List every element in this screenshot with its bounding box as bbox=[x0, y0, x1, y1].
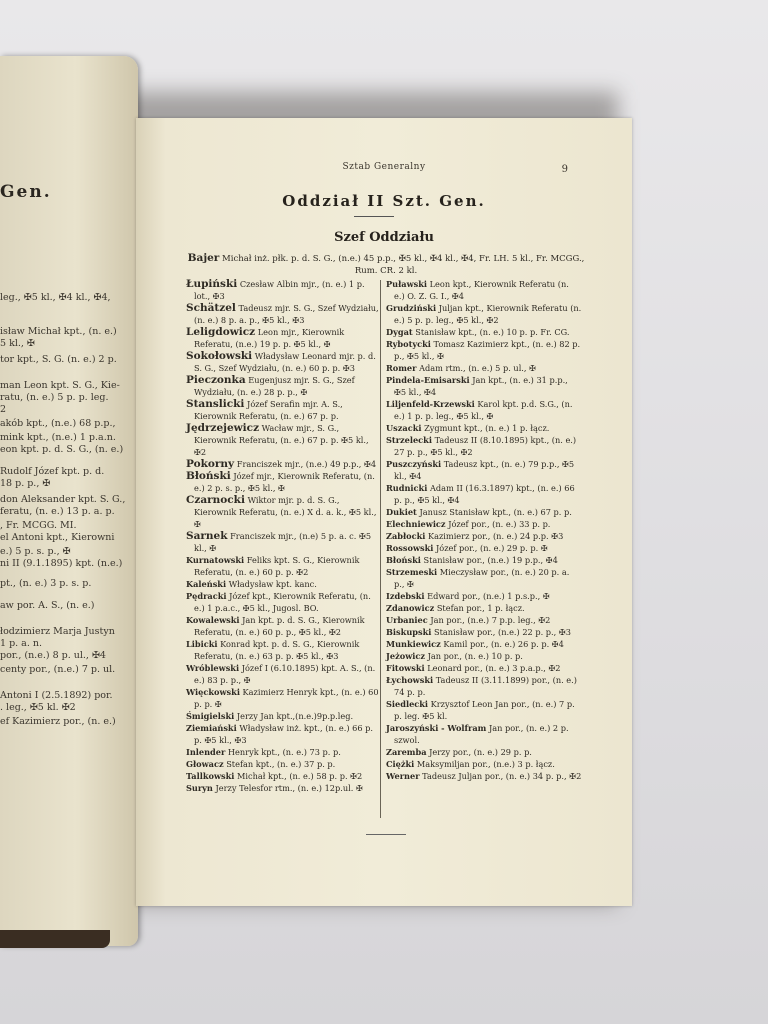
left-page-line: akób kpt., (n.e.) 68 p.p., bbox=[0, 418, 116, 429]
officer-name: Zdanowicz bbox=[386, 603, 435, 613]
officer-details: Józef Serafin mjr. A. S., Kierownik Referatu, (n. e.) 67 p. p. bbox=[194, 399, 343, 421]
roster-entry bbox=[386, 746, 582, 758]
officer-details: Józef mjr., Kierownik Referatu, (n. e.) 2 p. s. p., ✠5 kl., ✠ bbox=[194, 471, 375, 493]
officer-details: Józef por., (n. e.) 33 p. p. bbox=[448, 519, 551, 529]
roster-entry bbox=[186, 470, 382, 494]
officer-name: Kaleński bbox=[186, 579, 227, 589]
roster-entry bbox=[386, 542, 582, 554]
officer-name: Pokorny bbox=[186, 458, 235, 470]
roster-entry bbox=[186, 662, 382, 686]
officer-details: Zygmunt kpt., (n. e.) 1 p. łącz. bbox=[424, 423, 550, 433]
officer-details: Edward por., (n.e.) 1 p.s.p., ✠ bbox=[427, 591, 550, 601]
officer-details: Konrad kpt. p. d. S. G., Kierownik Referatu, (n. e.) 63 p. p. ✠5 kl., ✠3 bbox=[194, 639, 360, 661]
officer-name: Strzelecki bbox=[386, 435, 432, 445]
officer-name: Pindela-Emisarski bbox=[386, 375, 470, 385]
left-page-line: feratu, (n. e.) 13 p. a. p. bbox=[0, 506, 115, 517]
left-page-line: centy por., (n.e.) 7 p. ul. bbox=[0, 664, 116, 675]
bottom-rule bbox=[366, 834, 406, 835]
officer-details: Jerzy por., (n. e.) 29 p. p. bbox=[429, 747, 532, 757]
officer-name: Śmigielski bbox=[186, 711, 235, 721]
left-page-line: isław Michał kpt., (n. e.) bbox=[0, 326, 117, 337]
roster-entry bbox=[386, 566, 582, 590]
officer-name: Pędracki bbox=[186, 591, 227, 601]
officer-details: Stanisław por., (n.e.) 22 p. p., ✠3 bbox=[434, 627, 571, 637]
officer-details: Jerzy Jan kpt.,(n.e.)9p.p.leg. bbox=[236, 711, 354, 721]
roster-entry bbox=[386, 422, 582, 434]
roster-entry bbox=[386, 278, 582, 302]
roster-entry bbox=[186, 746, 382, 758]
officer-name: Strzemeski bbox=[386, 567, 438, 577]
column-divider bbox=[380, 280, 381, 818]
officer-name: Błoński bbox=[386, 555, 421, 565]
officer-name: Kurnatowski bbox=[186, 555, 245, 565]
officer-name: Uszacki bbox=[386, 423, 422, 433]
roster-entry bbox=[386, 662, 582, 674]
officer-name: Grudziński bbox=[386, 303, 437, 313]
officer-name: Rudnicki bbox=[386, 483, 428, 493]
officer-details: Kazimierz por., (n. e.) 24 p.p. ✠3 bbox=[428, 531, 564, 541]
officer-details: Franciszek mjr., (n.e) 5 p. a. c. ✠5 kl., ✠ bbox=[194, 531, 372, 553]
roster-entry bbox=[186, 422, 382, 458]
left-page-line: 1 p. a. n. bbox=[0, 638, 43, 649]
left-page-line: e.) 5 p. s. p., ✠ bbox=[0, 546, 71, 557]
left-page-line: por., (n.e.) 8 p. ul., ✠4 bbox=[0, 650, 106, 661]
officer-name: Zaremba bbox=[386, 747, 427, 757]
officer-name: Jeżowicz bbox=[386, 651, 425, 661]
left-column bbox=[186, 278, 382, 794]
officer-name: Puławski bbox=[386, 279, 428, 289]
officer-details: Kamil por., (n. e.) 26 p. p. ✠4 bbox=[443, 639, 564, 649]
page-title: Oddział II Szt. Gen. bbox=[282, 192, 486, 210]
officer-name: Łychowski bbox=[386, 675, 434, 685]
officer-details: Stanisław kpt., (n. e.) 10 p. p. Fr. CG. bbox=[415, 327, 570, 337]
left-page-line: mink kpt., (n.e.) 1 p.a.n. bbox=[0, 432, 116, 443]
book-cover-edge bbox=[0, 930, 110, 948]
officer-details: Henryk kpt., (n. e.) 73 p. p. bbox=[227, 747, 341, 757]
roster-entry bbox=[386, 602, 582, 614]
roster-entry bbox=[386, 674, 582, 698]
officer-name: Dukiet bbox=[386, 507, 417, 517]
roster-entry bbox=[186, 578, 382, 590]
left-page-line: . leg., ✠5 kl. ✠2 bbox=[0, 702, 76, 713]
officer-details: Janusz Stanisław kpt., (n. e.) 67 p. p. bbox=[419, 507, 572, 517]
roster-entry bbox=[386, 338, 582, 362]
left-page-line: eon kpt. p. d. S. G., (n. e.) bbox=[0, 444, 124, 455]
officer-details: Tadeusz kpt., (n. e.) 79 p.p., ✠5 kl., ✠4 bbox=[394, 459, 575, 481]
roster-entry bbox=[386, 614, 582, 626]
officer-name: Łupiński bbox=[186, 278, 238, 290]
officer-name: Więckowski bbox=[186, 687, 240, 697]
officer-details: Wiktor mjr. p. d. S. G., Kierownik Referatu, (n. e.) X d. a. k., ✠5 kl., ✠ bbox=[194, 495, 377, 529]
left-page-line: aw por. A. S., (n. e.) bbox=[0, 600, 95, 611]
officer-details: Władysław Leonard mjr. p. d. S. G., Szef Wydziału, (n. e.) 60 p. p. ✠3 bbox=[194, 351, 376, 373]
officer-name: Inlender bbox=[186, 747, 226, 757]
officer-details: Stefan por., 1 p. łącz. bbox=[436, 603, 525, 613]
officer-details: Maksymiljan por., (n.e.) 3 p. łącz. bbox=[416, 759, 555, 769]
officer-details: Tadeusz II (8.10.1895) kpt., (n. e.) 27 p. p., ✠5 kl., ✠2 bbox=[394, 435, 577, 457]
left-page-line: 2 bbox=[0, 404, 7, 415]
roster-entry bbox=[386, 758, 582, 770]
officer-name: Urbaniec bbox=[386, 615, 428, 625]
left-page-line: tor kpt., S. G. (n. e.) 2 p. bbox=[0, 354, 117, 365]
chief-text: Michał inż. płk. p. d. S. G., (n.e.) 45 p.p., ✠5 kl., ✠4 kl., ✠4, Fr. LH. 5 kl., Fr. MCGG., Rum. CR. 2 kl. bbox=[222, 254, 585, 276]
running-head: Sztab Generalny bbox=[342, 162, 426, 172]
officer-name: Elechniewicz bbox=[386, 519, 446, 529]
chief-entry bbox=[176, 252, 596, 277]
officer-name: Ciężki bbox=[386, 759, 415, 769]
officer-name: Rossowski bbox=[386, 543, 434, 553]
roster-entry bbox=[186, 458, 382, 470]
officer-details: Jan por., (n. e.) 2 p. szwol. bbox=[394, 723, 569, 745]
roster-entry bbox=[386, 770, 582, 782]
officer-details: Leon mjr., Kierownik Referatu, (n.e.) 19 p. p. ✠5 kl., ✠ bbox=[194, 327, 345, 349]
officer-name: Siedlecki bbox=[386, 699, 429, 709]
roster-entry bbox=[386, 434, 582, 458]
roster-entry bbox=[186, 722, 382, 746]
officer-details: Józef kpt., Kierownik Referatu, (n. e.) 1 p.a.c., ✠5 kl., Jugosl. BO. bbox=[194, 591, 371, 613]
roster-entry bbox=[386, 638, 582, 650]
officer-details: Jan por., (n.e.) 7 p.p. leg., ✠2 bbox=[430, 615, 551, 625]
roster-entry bbox=[386, 326, 582, 338]
roster-entry bbox=[186, 494, 382, 530]
officer-name: Kowalewski bbox=[186, 615, 240, 625]
roster-entry bbox=[386, 530, 582, 542]
officer-name: Pieczonka bbox=[186, 374, 246, 386]
left-page-line: ni II (9.1.1895) kpt. (n.e.) bbox=[0, 558, 123, 569]
roster-entry bbox=[386, 722, 582, 746]
officer-details: Tadeusz mjr. S. G., Szef Wydziału, (n. e.) 8 p. a. p., ✠5 kl., ✠3 bbox=[194, 303, 379, 325]
officer-details: Józef I (6.10.1895) kpt. A. S., (n. e.) 83 p. p., ✠ bbox=[194, 663, 376, 685]
left-page-line: 5 kl., ✠ bbox=[0, 338, 35, 349]
roster-entry bbox=[386, 398, 582, 422]
roster-entry bbox=[186, 302, 382, 326]
left-page-line: Rudolf Józef kpt. p. d. bbox=[0, 466, 105, 477]
roster-entry bbox=[186, 638, 382, 662]
officer-details: Krzysztof Leon Jan por., (n. e.) 7 p. p. leg. ✠5 kl. bbox=[394, 699, 575, 721]
officer-details: Tadeusz II (3.11.1899) por., (n. e.) 74 p. p. bbox=[394, 675, 577, 697]
left-page bbox=[0, 56, 138, 946]
officer-details: Tomasz Kazimierz kpt., (n. e.) 82 p. p., ✠5 kl., ✠ bbox=[394, 339, 581, 361]
roster-entry bbox=[386, 518, 582, 530]
officer-details: Juljan kpt., Kierownik Referatu (n. e.) 5 p. p. leg., ✠5 kl., ✠2 bbox=[394, 303, 582, 325]
officer-name: Czarnocki bbox=[186, 494, 245, 506]
roster-entry bbox=[186, 398, 382, 422]
roster-entry bbox=[386, 554, 582, 566]
roster-entry bbox=[386, 458, 582, 482]
left-page-line: leg., ✠5 kl., ✠4 kl., ✠4, bbox=[0, 292, 111, 303]
officer-name: Fitowski bbox=[386, 663, 425, 673]
officer-name: Stanslicki bbox=[186, 398, 245, 410]
roster-entry bbox=[186, 374, 382, 398]
roster-entry bbox=[186, 770, 382, 782]
officer-details: Leonard por., (n. e.) 3 p.a.p., ✠2 bbox=[427, 663, 561, 673]
officer-name: Wróblewski bbox=[186, 663, 240, 673]
officer-name: Ziemiański bbox=[186, 723, 237, 733]
officer-details: Eugenjusz mjr. S. G., Szef Wydziału, (n. e.) 28 p. p., ✠ bbox=[194, 375, 355, 397]
roster-entry bbox=[386, 506, 582, 518]
officer-name: Biskupski bbox=[386, 627, 432, 637]
left-page-heading: Gen. bbox=[0, 182, 52, 202]
left-page-line: ef Kazimierz por., (n. e.) bbox=[0, 716, 116, 727]
roster-entry bbox=[186, 590, 382, 614]
officer-name: Rybotycki bbox=[386, 339, 431, 349]
roster-entry bbox=[186, 530, 382, 554]
officer-details: Adam rtm., (n. e.) 5 p. ul., ✠ bbox=[419, 363, 536, 373]
left-page-line: łodzimierz Marja Justyn bbox=[0, 626, 115, 637]
officer-name: Leligdowicz bbox=[186, 326, 256, 338]
title-rule bbox=[354, 216, 394, 217]
left-page-line: don Aleksander kpt. S. G., bbox=[0, 494, 126, 505]
roster-entry bbox=[186, 710, 382, 722]
roster-entry bbox=[386, 374, 582, 398]
officer-name: Munkiewicz bbox=[386, 639, 441, 649]
officer-details: Adam II (16.3.1897) kpt., (n. e.) 66 p. p., ✠5 kl., ✠4 bbox=[394, 483, 575, 505]
officer-name: Sarnek bbox=[186, 530, 228, 542]
officer-name: Jaroszyński - Wolfram bbox=[386, 723, 487, 733]
officer-name: Izdebski bbox=[386, 591, 425, 601]
officer-name: Schätzel bbox=[186, 302, 236, 314]
officer-name: Zabłocki bbox=[386, 531, 426, 541]
officer-details: Jerzy Telesfor rtm., (n. e.) 12p.ul. ✠ bbox=[215, 783, 363, 793]
officer-name: Suryn bbox=[186, 783, 213, 793]
left-page-line: pt., (n. e.) 3 p. s. p. bbox=[0, 578, 92, 589]
roster-entry bbox=[386, 626, 582, 638]
officer-details: Wacław mjr., S. G., Kierownik Referatu, (n. e.) 67 p. p. ✠5 kl., ✠2 bbox=[194, 423, 369, 457]
roster-entry bbox=[186, 782, 382, 794]
officer-details: Stefan kpt., (n. e.) 37 p. p. bbox=[226, 759, 336, 769]
officer-details: Jan kpt. p. d. S. G., Kierownik Referatu, (n. e.) 60 p. p., ✠5 kl., ✠2 bbox=[194, 615, 365, 637]
roster-entry bbox=[386, 698, 582, 722]
officer-name: Jędrzejewicz bbox=[186, 422, 260, 434]
officer-details: Józef por., (n. e.) 29 p. p. ✠ bbox=[436, 543, 548, 553]
officer-details: Władysław kpt. kanc. bbox=[228, 579, 317, 589]
roster-entry bbox=[186, 278, 382, 302]
chief-name: Bajer bbox=[187, 252, 220, 264]
roster-entry bbox=[186, 758, 382, 770]
officer-details: Michał kpt., (n. e.) 58 p. p. ✠2 bbox=[237, 771, 363, 781]
officer-name: Puszczyński bbox=[386, 459, 442, 469]
right-page bbox=[136, 118, 632, 906]
officer-details: Jan por., (n. e.) 10 p. p. bbox=[427, 651, 523, 661]
officer-details: Mieczysław por., (n. e.) 20 p. a. p., ✠ bbox=[394, 567, 570, 589]
officer-name: Głowacz bbox=[186, 759, 224, 769]
officer-details: Tadeusz Juljan por., (n. e.) 34 p. p., ✠2 bbox=[422, 771, 582, 781]
officer-name: Błoński bbox=[186, 470, 231, 482]
officer-name: Romer bbox=[386, 363, 417, 373]
left-page-line: Antoni I (2.5.1892) por. bbox=[0, 690, 113, 701]
section-subtitle: Szef Oddziału bbox=[334, 230, 434, 245]
roster-entry bbox=[386, 590, 582, 602]
roster-entry bbox=[386, 362, 582, 374]
officer-details: Karol kpt. p.d. S.G., (n. e.) 1 p. p. leg., ✠5 kl., ✠ bbox=[394, 399, 573, 421]
officer-name: Libicki bbox=[186, 639, 218, 649]
officer-details: Kazimierz Henryk kpt., (n. e.) 60 p. p. ✠ bbox=[194, 687, 379, 709]
left-page-line: ratu, (n. e.) 5 p. p. leg. bbox=[0, 392, 109, 403]
roster-entry bbox=[386, 302, 582, 326]
roster-entry bbox=[186, 350, 382, 374]
left-page-line: 18 p. p., ✠ bbox=[0, 478, 51, 489]
roster-entry bbox=[186, 686, 382, 710]
officer-details: Władysław inż. kpt., (n. e.) 66 p. p. ✠5 kl., ✠3 bbox=[194, 723, 374, 745]
roster-entry bbox=[186, 326, 382, 350]
officer-name: Werner bbox=[386, 771, 420, 781]
page-number: 9 bbox=[561, 164, 568, 175]
right-column bbox=[386, 278, 582, 782]
officer-details: Stanisław por., (n.e.) 19 p.p., ✠4 bbox=[423, 555, 558, 565]
roster-entry bbox=[186, 614, 382, 638]
roster-entry bbox=[386, 482, 582, 506]
left-page-line: el Antoni kpt., Kierowni bbox=[0, 532, 115, 543]
officer-details: Feliks kpt. S. G., Kierownik Referatu, (n. e.) 60 p. p. ✠2 bbox=[194, 555, 360, 577]
left-page-line: man Leon kpt. S. G., Kie- bbox=[0, 380, 120, 391]
officer-details: Czesław Albin mjr., (n. e.) 1 p. lot., ✠3 bbox=[194, 279, 365, 301]
officer-name: Dygat bbox=[386, 327, 413, 337]
officer-name: Sokołowski bbox=[186, 350, 253, 362]
roster-entry bbox=[186, 554, 382, 578]
officer-name: Tallkowski bbox=[186, 771, 235, 781]
officer-details: Franciszek mjr., (n.e.) 49 p.p., ✠4 bbox=[236, 459, 377, 469]
roster-entry bbox=[386, 650, 582, 662]
left-page-line: , Fr. MCGG. MI. bbox=[0, 520, 77, 531]
officer-details: Jan kpt., (n. e.) 31 p.p., ✠5 kl., ✠4 bbox=[394, 375, 568, 397]
officer-name: Liljenfeld-Krzewski bbox=[386, 399, 475, 409]
officer-details: Leon kpt., Kierownik Referatu (n. e.) O. Z. G. I., ✠4 bbox=[394, 279, 569, 301]
